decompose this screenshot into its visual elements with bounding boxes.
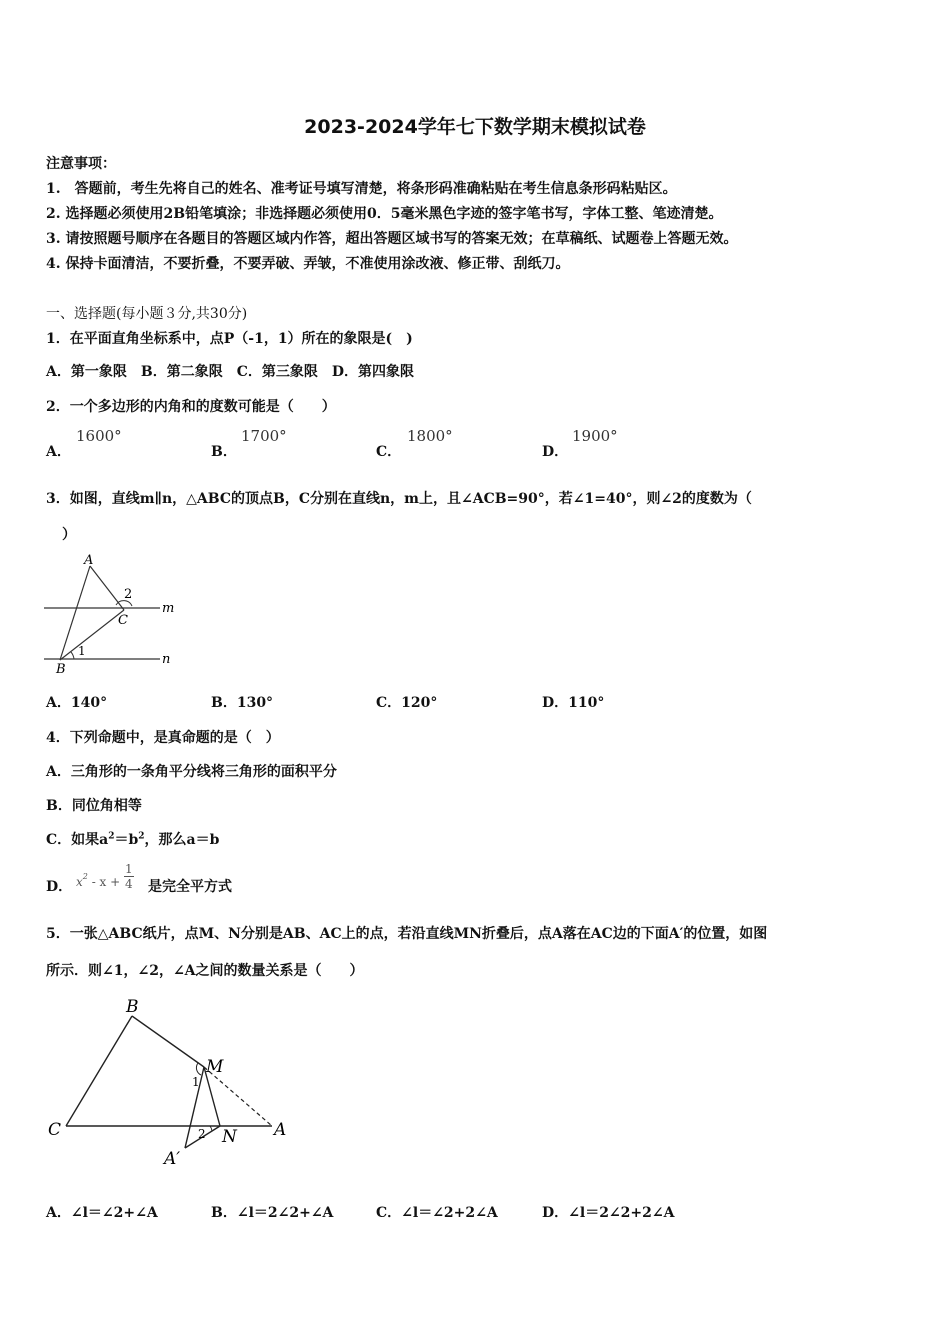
q2-option-b-value: 1700° (241, 427, 287, 445)
q1-options: A．第一象限 B．第二象限 C．第三象限 D．第四象限 (46, 364, 414, 380)
notice-heading: 注意事项： (46, 156, 116, 172)
q2-option-a-value: 1600° (76, 427, 122, 445)
q4-c-suffix: ，那么a＝b (144, 832, 220, 848)
q4-d-numerator: 1 (125, 862, 133, 876)
q4-d-mid: - x + (87, 875, 125, 889)
label-a: A (274, 1120, 287, 1140)
label-m: m (162, 601, 175, 616)
label-m: M (206, 1057, 224, 1077)
q4-option-b: B．同位角相等 (46, 798, 142, 814)
q5-figure (42, 992, 302, 1172)
label-a-prime: A′ (164, 1149, 181, 1169)
page-title: 2023-2024学年七下数学期末模拟试卷 (304, 116, 646, 138)
q4-d-suffix: 是完全平方式 (148, 879, 232, 895)
notice-item: 3. 请按照题号顺序在各题目的答题区域内作答，超出答题区域书写的答案无效；在草稿纸、试题卷上答题无效。 (46, 231, 738, 247)
q5-option-d: D．∠l＝2∠2+2∠A (542, 1205, 675, 1221)
q4-d-fraction (124, 862, 134, 891)
angle-1-arc (71, 652, 74, 659)
label-1: 1 (192, 1075, 200, 1089)
label-2: 2 (124, 587, 133, 602)
side-bc (60, 610, 124, 660)
q1-stem: 1．在平面直角坐标系中，点P（-1，1）所在的象限是( ) (46, 331, 413, 347)
notice-item: 2. 选择题必须使用2B铅笔填涂；非选择题必须使用0．5毫米黑色字迹的签字笔书写，字体工整、笔迹清楚。 (46, 206, 723, 222)
label-b: B (126, 997, 139, 1017)
q3-stem: 3．如图，直线m∥n，△ABC的顶点B，C分别在直线n，m上，且∠ACB=90°，若∠1=40°，则∠2的度数为（ (46, 491, 752, 507)
label-n: n (162, 652, 171, 667)
q4-option-c (46, 829, 219, 849)
notice-item: 4. 保持卡面清洁，不要折叠，不要弄破、弄皱，不准使用涂改液、修正带、刮纸刀。 (46, 256, 570, 272)
q3-option-d: D．110° (542, 695, 605, 711)
q4-c-mid: ＝b (114, 832, 139, 848)
q4-d-label: D． (46, 879, 73, 895)
q2-option-c-label: C． (376, 444, 402, 460)
q3-option-c: C．120° (376, 695, 438, 711)
q4-c-sup-b: 2 (138, 831, 145, 842)
q3-figure (42, 548, 182, 678)
q2-option-a-label: A． (46, 444, 71, 460)
q5-stem-line2: 所示．则∠1，∠2，∠A之间的数量关系是（ ） (46, 963, 364, 979)
notice-item: 1. 答题前，考生先将自己的姓名、准考证号填写清楚，将条形码准确粘贴在考生信息条形码粘贴区。 (46, 181, 677, 197)
q4-c-sup-a: 2 (108, 831, 115, 842)
angle-2-arc (210, 1126, 212, 1131)
label-c: C (118, 613, 128, 628)
q2-stem: 2．一个多边形的内角和的度数可能是（ ） (46, 399, 336, 415)
q2-option-d-label: D． (542, 444, 569, 460)
q3-option-b: B．130° (211, 695, 274, 711)
q4-d-expression (76, 862, 134, 891)
q2-option-c-value: 1800° (407, 427, 453, 445)
q4-c-prefix: C．如果a (46, 832, 109, 848)
q5-stem: 5．一张△ABC纸片，点M、N分别是AB、AC上的点，若沿直线MN折叠后，点A落在AC边的下面A′的位置，如图 (46, 926, 768, 942)
section-heading: 一、选择题(每小题３分,共30分) (46, 306, 248, 322)
label-n: N (222, 1127, 237, 1147)
label-b: B (56, 662, 66, 677)
q5-option-c: C．∠l＝∠2+2∠A (376, 1205, 498, 1221)
label-1: 1 (78, 644, 86, 658)
side-ac (90, 566, 124, 610)
q2-option-d-value: 1900° (572, 427, 618, 445)
side-bc (66, 1016, 132, 1126)
q5-option-a: A．∠l＝∠2+∠A (46, 1205, 158, 1221)
q4-d-x: x (76, 875, 83, 889)
q3-stem-end: ） (62, 527, 76, 543)
q4-stem: 4．下列命题中，是真命题的是（ ） (46, 730, 280, 746)
q4-d-sup: 2 (82, 872, 88, 881)
label-c: C (48, 1120, 62, 1140)
side-bm (132, 1016, 204, 1067)
label-a: A (84, 553, 94, 568)
q3-option-a: A．140° (46, 695, 108, 711)
q4-option-a: A．三角形的一条角平分线将三角形的面积平分 (46, 764, 337, 780)
q4-d-denominator: 4 (125, 877, 133, 891)
q5-option-b: B．∠l＝2∠2+∠A (211, 1205, 334, 1221)
label-2: 2 (198, 1127, 206, 1141)
q2-option-b-label: B． (211, 444, 237, 460)
